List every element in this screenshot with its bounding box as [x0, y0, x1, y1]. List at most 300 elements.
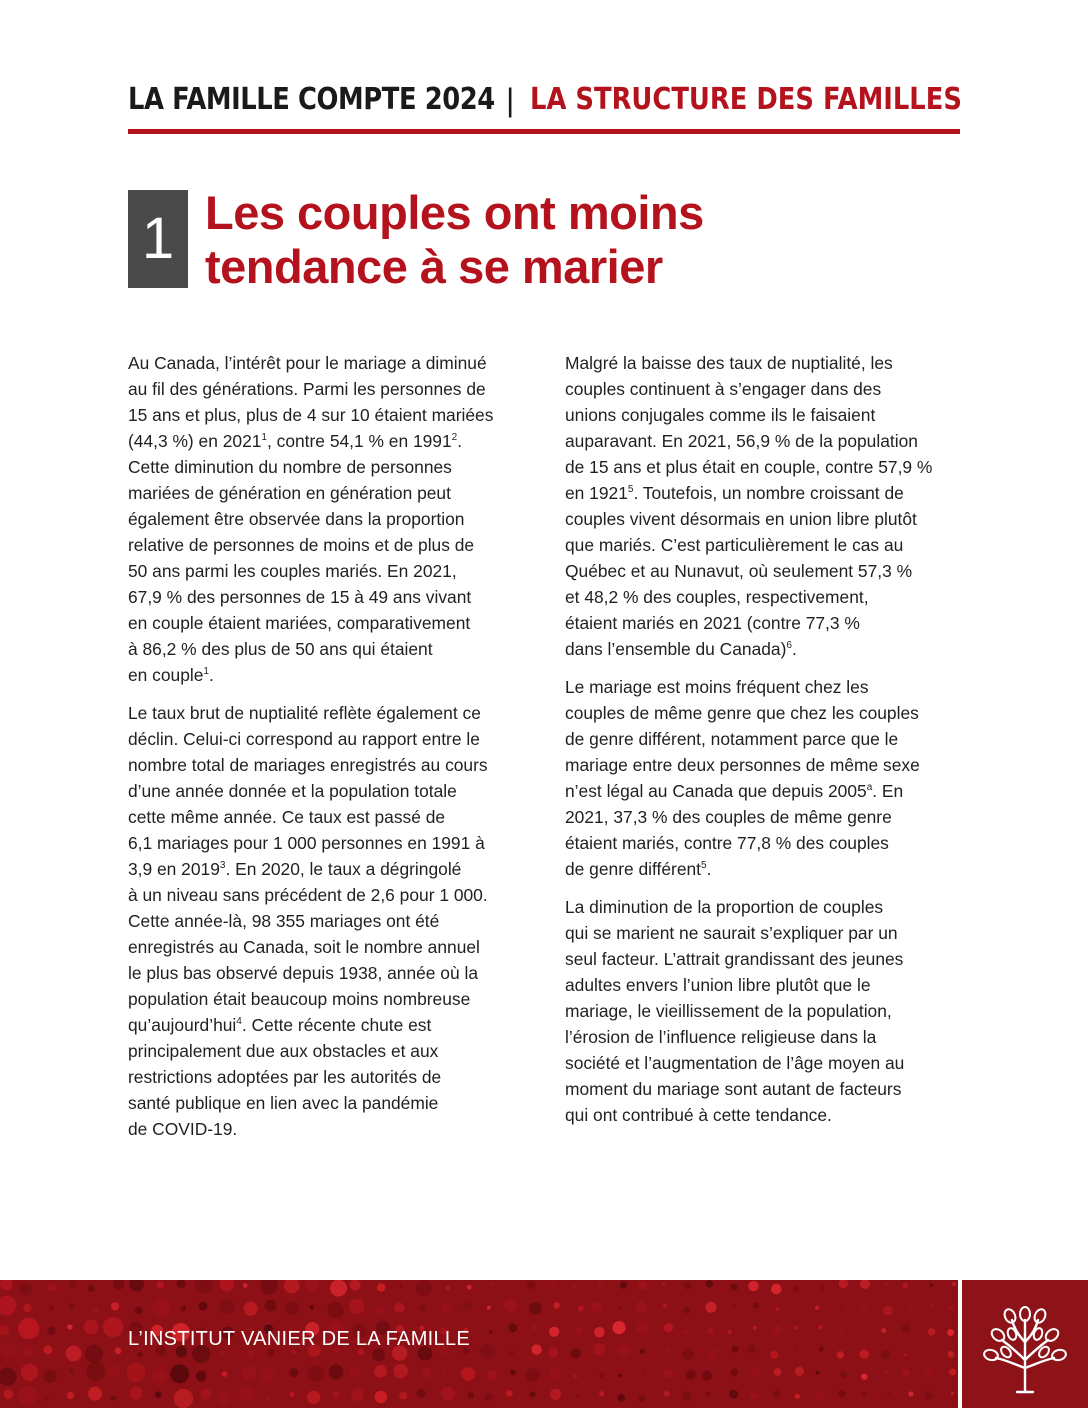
decorative-dot: [527, 1280, 536, 1289]
decorative-dot: [85, 1345, 103, 1363]
decorative-dot: [137, 1352, 142, 1357]
decorative-dot: [467, 1392, 474, 1399]
decorative-dot: [4, 1389, 14, 1399]
decorative-dot: [684, 1330, 688, 1334]
decorative-dot: [155, 1391, 161, 1397]
decorative-dot: [152, 1298, 171, 1317]
text-line: Au Canada, l’intérêt pour le mariage a diminué: [128, 353, 487, 373]
text-line: qui ont contribué à cette tendance.: [565, 1105, 832, 1125]
header-rule: [128, 129, 960, 134]
paragraph: [128, 700, 520, 1142]
text-line: relative de personnes de moins et de plus de: [128, 535, 475, 555]
text-line: qu’aujourd’hui$^4$. Cette récente chute est: [128, 1015, 432, 1035]
decorative-dot: [530, 1392, 536, 1398]
decorative-dot: [45, 1397, 50, 1402]
decorative-dot: [289, 1368, 298, 1377]
decorative-dot: [43, 1345, 52, 1354]
decorative-dot: [731, 1284, 738, 1291]
decorative-dot: [0, 1325, 9, 1336]
decorative-dot: [419, 1305, 426, 1312]
decorative-dot: [529, 1302, 542, 1315]
decorative-dot: [951, 1392, 954, 1395]
decorative-dot: [23, 1346, 33, 1356]
decorative-dot: [506, 1390, 512, 1396]
text-line: restrictions adoptées par les autorités de: [128, 1067, 442, 1087]
chapter-title-line-2: tendance à se marier: [205, 240, 663, 293]
decorative-dot: [0, 1367, 17, 1385]
text-line: déclin. Celui-ci correspond au rapport entre le: [128, 729, 480, 749]
text-line: auparavant. En 2021, 56,9 % de la population: [565, 431, 918, 451]
decorative-dot: [349, 1299, 365, 1315]
chapter-title-line-1: Les couples ont moins: [205, 186, 704, 239]
decorative-dot: [328, 1302, 344, 1318]
decorative-dot: [885, 1371, 888, 1374]
text-line: couples vivent désormais en union libre plutôt: [565, 509, 917, 529]
decorative-dot: [838, 1390, 845, 1397]
decorative-dot: [836, 1351, 844, 1359]
decorative-dot: [747, 1345, 755, 1353]
decorative-dot: [753, 1302, 759, 1308]
decorative-dot: [47, 1327, 55, 1335]
decorative-dot: [904, 1353, 907, 1356]
text-line: étaient mariés, contre 77,8 % des couples: [565, 833, 889, 853]
footnote-ref: 1: [203, 666, 209, 678]
decorative-dot: [839, 1280, 848, 1288]
decorative-dot: [731, 1369, 738, 1376]
decorative-dot: [902, 1324, 911, 1333]
decorative-dot: [887, 1392, 890, 1395]
decorative-dot: [417, 1389, 426, 1398]
decorative-dot: [350, 1367, 360, 1377]
decorative-dot: [19, 1282, 32, 1295]
decorative-dot: [126, 1363, 145, 1382]
decorative-dot: [865, 1326, 868, 1329]
decorative-dot: [220, 1351, 225, 1356]
text-line: mariage, le vieillissement de la population,: [565, 1001, 892, 1021]
decorative-dot: [531, 1325, 537, 1331]
decorative-dot: [599, 1391, 604, 1396]
decorative-dot: [952, 1282, 956, 1286]
decorative-dot: [170, 1364, 189, 1383]
text-line: que mariés. C’est particulièrement le cas au: [565, 535, 904, 555]
text-line: société et l’augmentation de l’âge moyen au: [565, 1053, 905, 1073]
decorative-dot: [393, 1364, 407, 1378]
text-line: de genre différent$^5$.: [565, 859, 712, 879]
decorative-dot: [593, 1343, 605, 1355]
decorative-dot: [422, 1368, 432, 1378]
decorative-dot: [305, 1280, 319, 1292]
chapter-title: [205, 186, 905, 294]
decorative-dot: [929, 1304, 934, 1309]
decorative-dot: [103, 1317, 123, 1337]
decorative-dot: [111, 1396, 116, 1401]
decorative-dot: [260, 1280, 278, 1294]
decorative-dot: [549, 1327, 559, 1337]
decorative-dot: [731, 1304, 736, 1309]
decorative-dot: [770, 1351, 778, 1359]
decorative-dot: [753, 1326, 757, 1330]
decorative-dot: [861, 1373, 867, 1379]
decorative-dot: [480, 1344, 495, 1359]
decorative-dot: [307, 1365, 324, 1382]
decorative-dot: [948, 1306, 954, 1312]
decorative-dot: [705, 1302, 716, 1313]
decorative-dot: [485, 1393, 493, 1401]
text-line: dans l’ensemble du Canada)$^6$.: [565, 639, 797, 659]
decorative-dot: [840, 1371, 847, 1378]
decorative-dot: [570, 1348, 580, 1358]
decorative-dot: [773, 1390, 780, 1397]
decorative-dot: [819, 1285, 824, 1290]
text-line: mariées de génération en génération peut: [128, 483, 451, 503]
decorative-dot: [884, 1283, 887, 1286]
decorative-dot: [130, 1387, 143, 1400]
decorative-dot: [217, 1392, 231, 1406]
decorative-dot: [948, 1351, 955, 1358]
decorative-dot: [261, 1369, 275, 1383]
decorative-dot: [750, 1392, 757, 1399]
text-line: 6,1 mariages pour 1 000 personnes en 1991 à: [128, 833, 485, 853]
decorative-dot: [399, 1392, 407, 1400]
decorative-dot: [619, 1306, 622, 1309]
decorative-dot: [21, 1364, 38, 1381]
text-line: 50 ans parmi les couples mariés. En 2021,: [128, 561, 457, 581]
decorative-dot: [88, 1387, 102, 1401]
decorative-dot: [0, 1280, 13, 1290]
text-line: unions conjugales comme ils le faisaient: [565, 405, 876, 425]
decorative-dot: [1, 1342, 17, 1358]
decorative-dot: [69, 1368, 74, 1373]
decorative-dot: [551, 1281, 558, 1288]
decorative-dot: [796, 1308, 799, 1311]
decorative-dot: [947, 1329, 954, 1336]
text-line: étaient mariés en 2021 (contre 77,3 %: [565, 613, 860, 633]
text-line: population était beaucoup moins nombreuse: [128, 989, 471, 1009]
decorative-dot: [860, 1349, 869, 1358]
decorative-dot: [307, 1391, 320, 1404]
section-title: LA STRUCTURE DES FAMILLES: [530, 82, 962, 117]
footnote-ref: 3: [219, 860, 226, 872]
decorative-dot: [219, 1280, 234, 1291]
decorative-dot: [862, 1392, 867, 1397]
decorative-dot: [640, 1349, 645, 1354]
footnote-ref: 2: [451, 432, 458, 444]
decorative-dot: [662, 1283, 665, 1286]
decorative-dot: [928, 1328, 936, 1336]
decorative-dot: [839, 1328, 844, 1333]
decorative-dot: [926, 1349, 929, 1352]
text-line: Le mariage est moins fréquent chez les: [565, 677, 869, 697]
decorative-dot: [113, 1280, 124, 1290]
decorative-dot: [908, 1391, 913, 1396]
decorative-dot: [351, 1388, 364, 1401]
decorative-dot: [771, 1325, 781, 1335]
text-line: qui se marient ne saurait s’expliquer par un: [565, 923, 898, 943]
footnote-ref: 4: [236, 1016, 242, 1028]
decorative-dot: [618, 1345, 630, 1357]
decorative-dot: [88, 1285, 95, 1292]
decorative-dot: [487, 1370, 497, 1380]
organization-name: L’INSTITUT VANIER DE LA FAMILLE: [128, 1328, 470, 1350]
decorative-dot: [729, 1390, 738, 1399]
text-line: 2021, 37,3 % des couples de même genre: [565, 807, 892, 827]
decorative-dot: [682, 1348, 693, 1359]
decorative-dot: [925, 1367, 933, 1375]
text-line: 3,9 en 2019$^3$. En 2020, le taux a dégringolé: [128, 859, 462, 879]
decorative-dot: [463, 1301, 472, 1310]
decorative-dot: [666, 1349, 670, 1353]
decorative-dot: [550, 1368, 562, 1380]
text-line: Cette diminution du nombre de personnes: [128, 457, 452, 477]
decorative-dot: [664, 1369, 674, 1379]
decorative-dot: [728, 1330, 732, 1334]
decorative-dot: [67, 1392, 74, 1399]
decorative-dot: [706, 1392, 710, 1396]
decorative-dot: [707, 1328, 714, 1335]
decorative-dot: [526, 1368, 540, 1382]
decorative-dot: [599, 1373, 604, 1378]
decorative-dot: [243, 1283, 248, 1288]
decorative-dot: [18, 1318, 39, 1339]
footnote-ref: a: [866, 782, 873, 794]
decorative-dot: [548, 1348, 558, 1358]
decorative-dot: [377, 1283, 385, 1291]
text-line: de COVID-19.: [128, 1119, 238, 1139]
decorative-dot: [752, 1367, 761, 1376]
decorative-dot: [135, 1307, 142, 1314]
decorative-dot: [618, 1394, 625, 1401]
text-line: couples de même genre que chez les couples: [565, 703, 919, 723]
decorative-dot: [773, 1368, 781, 1376]
decorative-dot: [664, 1390, 670, 1396]
text-line: moment du mariage sont autant de facteurs: [565, 1079, 902, 1099]
decorative-dot: [66, 1345, 82, 1361]
decorative-dot: [576, 1395, 580, 1399]
decorative-dot: [329, 1364, 344, 1379]
text-line: n’est légal au Canada que depuis 2005$^a$. En: [565, 781, 904, 801]
decorative-dot: [860, 1280, 870, 1289]
decorative-dot: [949, 1368, 956, 1375]
decorative-dot: [840, 1306, 843, 1309]
header-separator: |: [506, 82, 515, 118]
text-line: au fil des générations. Parmi les personnes de: [128, 379, 486, 399]
decorative-dot: [503, 1298, 516, 1311]
decorative-dot: [219, 1299, 235, 1315]
decorative-dot: [598, 1284, 602, 1288]
decorative-dot: [664, 1323, 673, 1332]
text-line: à un niveau sans précédent de 2,6 pour 1 000.: [128, 885, 488, 905]
decorative-dot: [683, 1392, 692, 1401]
decorative-dot: [902, 1282, 908, 1288]
decorative-dot: [222, 1371, 228, 1377]
text-line: de 15 ans et plus était en couple, contre 57,9 %: [565, 457, 933, 477]
logo: [962, 1280, 1088, 1408]
decorative-dot: [594, 1327, 605, 1338]
decorative-dot: [200, 1389, 211, 1400]
decorative-dot: [795, 1394, 800, 1399]
decorative-dot: [441, 1387, 455, 1401]
text-line: couples continuent à s’engager dans des: [565, 379, 882, 399]
decorative-dot: [67, 1324, 72, 1329]
decorative-dot: [0, 1296, 16, 1316]
text-line: également être observée dans la proportion: [128, 509, 465, 529]
text-line: et 48,2 % des couples, respectivement,: [565, 587, 869, 607]
footnote-ref: 5: [627, 484, 634, 496]
decorative-dot: [284, 1280, 300, 1293]
decorative-dot: [151, 1369, 166, 1384]
text-line: cette même année. Ce taux est passé de: [128, 807, 446, 827]
text-line: à 86,2 % des plus de 50 ans qui étaient: [128, 639, 433, 659]
decorative-dot: [198, 1301, 207, 1310]
decorative-dot: [196, 1371, 207, 1382]
decorative-dot: [818, 1325, 822, 1329]
decorative-dot: [157, 1281, 164, 1288]
decorative-dot: [902, 1369, 910, 1377]
decorative-dot: [815, 1391, 825, 1401]
decorative-dot: [18, 1386, 37, 1405]
footnote-ref: 6: [786, 640, 792, 652]
text-line: le plus bas observé depuis 1938, année où la: [128, 963, 479, 983]
decorative-dot: [487, 1306, 491, 1310]
decorative-dot: [883, 1306, 893, 1316]
decorative-dot: [859, 1305, 867, 1313]
decorative-dot: [489, 1330, 493, 1334]
decorative-dot: [174, 1389, 193, 1408]
decorative-dot: [266, 1397, 270, 1401]
text-line: seul facteur. L’attrait grandissant des jeunes: [565, 949, 904, 969]
paragraph: [128, 350, 520, 688]
decorative-dot: [573, 1374, 578, 1379]
footnote-ref: 1: [261, 432, 267, 444]
decorative-dot: [107, 1365, 121, 1379]
decorative-dot: [489, 1281, 495, 1287]
decorative-dot: [84, 1320, 99, 1335]
decorative-dot: [707, 1348, 718, 1359]
decorative-dot: [508, 1323, 517, 1332]
decorative-dot: [44, 1370, 57, 1383]
decorative-dot: [510, 1369, 516, 1375]
decorative-dot: [86, 1362, 105, 1381]
decorative-dot: [663, 1304, 667, 1308]
text-line: en couple étaient mariées, comparativement: [128, 613, 471, 633]
decorative-dot: [129, 1280, 144, 1291]
decorative-dot: [881, 1328, 886, 1333]
text-line: Cette année-là, 98 355 mariages ont été: [128, 911, 440, 931]
decorative-dot: [511, 1286, 514, 1289]
decorative-dot: [925, 1391, 933, 1399]
decorative-dot: [49, 1305, 54, 1310]
decorative-dot: [592, 1301, 602, 1311]
decorative-dot: [683, 1281, 691, 1289]
decorative-dot: [819, 1347, 824, 1352]
decorative-dot: [578, 1306, 584, 1312]
page-header: [128, 82, 960, 132]
decorative-dot: [635, 1301, 648, 1314]
decorative-dot: [573, 1285, 577, 1289]
decorative-dot: [793, 1325, 798, 1330]
decorative-dot: [620, 1281, 627, 1288]
text-line: La diminution de la proportion de couples: [565, 897, 884, 917]
decorative-dot: [111, 1302, 119, 1310]
left-column: [128, 350, 520, 1154]
decorative-dot: [375, 1307, 383, 1315]
decorative-dot: [908, 1307, 913, 1312]
text-line: nombre total de mariages enregistrés au cours: [128, 755, 488, 775]
decorative-dot: [467, 1285, 472, 1290]
decorative-dot: [47, 1283, 56, 1292]
paragraph: [565, 350, 957, 662]
decorative-dot: [181, 1306, 187, 1312]
text-line: l’érosion de l’influence religieuse dans la: [565, 1027, 877, 1047]
decorative-dot: [69, 1304, 75, 1310]
decorative-dot: [702, 1371, 712, 1381]
decorative-dot: [638, 1281, 647, 1290]
decorative-dot: [612, 1321, 625, 1334]
decorative-dot: [706, 1280, 714, 1287]
text-line: Malgré la baisse des taux de nuptialité, les: [565, 353, 893, 373]
decorative-dot: [795, 1367, 804, 1376]
decorative-dot: [442, 1371, 446, 1375]
decorative-dot: [265, 1300, 277, 1312]
decorative-dot: [375, 1391, 387, 1403]
decorative-dot: [350, 1280, 361, 1290]
decorative-dot: [731, 1346, 738, 1353]
decorative-dot: [442, 1303, 452, 1313]
text-line: d’une année donnée et la population totale: [128, 781, 457, 801]
decorative-dot: [285, 1301, 299, 1315]
decorative-dot: [238, 1386, 254, 1402]
decorative-dot: [771, 1284, 782, 1295]
footnote-ref: 5: [701, 860, 707, 872]
decorative-dot: [177, 1280, 186, 1288]
decorative-dot: [394, 1303, 404, 1313]
text-line: (44,3 %) en 2021$^1$, contre 54,1 % en 1991$^2$.: [128, 431, 463, 451]
decorative-dot: [23, 1304, 31, 1312]
decorative-dot: [642, 1372, 645, 1375]
decorative-dot: [776, 1307, 780, 1311]
decorative-dot: [289, 1392, 294, 1397]
text-line: de genre différent, notamment parce que le: [565, 729, 899, 749]
decorative-dot: [639, 1396, 645, 1402]
decorative-dot: [930, 1283, 933, 1286]
text-line: principalement due aux obstacles et aux: [128, 1041, 439, 1061]
text-line: 67,9 % des personnes de 15 à 49 ans vivant: [128, 587, 472, 607]
decorative-dot: [881, 1350, 891, 1360]
decorative-dot: [510, 1351, 515, 1356]
right-column: [565, 350, 957, 1140]
decorative-dot: [92, 1307, 98, 1313]
decorative-dot: [554, 1302, 560, 1308]
text-line: en couple$^1$.: [128, 665, 214, 685]
tree-icon: [962, 1280, 1088, 1408]
text-line: 15 ans et plus, plus de 4 sur 10 étaient mariées: [128, 405, 494, 425]
decorative-dot: [400, 1285, 403, 1288]
paragraph: [565, 674, 957, 882]
text-line: enregistrés au Canada, soit le nombre annuel: [128, 937, 480, 957]
decorative-dot: [748, 1281, 759, 1292]
decorative-dot: [618, 1374, 622, 1378]
decorative-dot: [115, 1347, 122, 1354]
text-line: Québec et au Nunavut, où seulement 57,3 %: [565, 561, 913, 581]
chapter-number: 1: [128, 190, 188, 288]
decorative-dot: [195, 1280, 212, 1293]
decorative-dot: [310, 1305, 314, 1309]
decorative-dot: [242, 1365, 256, 1379]
decorative-dot: [69, 1280, 77, 1288]
text-line: santé publique en lien avec la pandémie: [128, 1093, 439, 1113]
decorative-dot: [576, 1327, 583, 1334]
decorative-dot: [531, 1344, 541, 1354]
